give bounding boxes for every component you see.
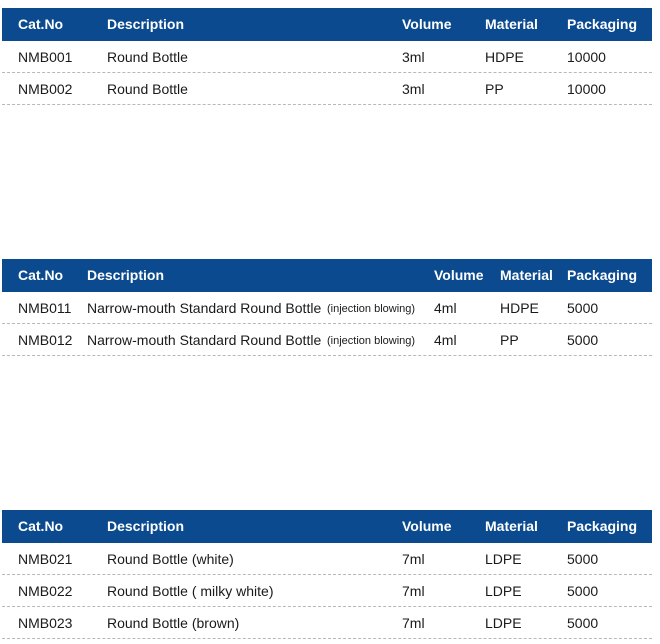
header-catno: Cat.No bbox=[18, 16, 64, 32]
cell-packaging: 5000 bbox=[567, 551, 599, 567]
cell-volume: 7ml bbox=[402, 583, 425, 599]
cell-description: Round Bottle bbox=[107, 81, 188, 97]
cell-packaging: 10000 bbox=[567, 81, 606, 97]
cell-material: LDPE bbox=[485, 615, 522, 631]
cell-volume: 3ml bbox=[402, 81, 425, 97]
cell-packaging: 5000 bbox=[567, 332, 599, 348]
header-volume: Volume bbox=[434, 267, 484, 283]
cell-catno: NMB023 bbox=[18, 615, 73, 631]
table-header bbox=[2, 510, 652, 543]
cell-description: Round Bottle ( milky white) bbox=[107, 583, 274, 599]
product-table-2 bbox=[2, 259, 652, 356]
cell-volume: 3ml bbox=[402, 49, 425, 65]
header-material: Material bbox=[485, 518, 538, 534]
cell-material: PP bbox=[485, 81, 504, 97]
header-material: Material bbox=[485, 16, 538, 32]
cell-packaging: 5000 bbox=[567, 300, 599, 316]
cell-description: Narrow-mouth Standard Round Bottle bbox=[87, 300, 322, 316]
row-separator bbox=[2, 104, 652, 105]
cell-packaging: 10000 bbox=[567, 49, 606, 65]
table-row bbox=[2, 324, 652, 356]
product-table-1 bbox=[2, 8, 652, 105]
cell-material: LDPE bbox=[485, 583, 522, 599]
cell-catno: NMB022 bbox=[18, 583, 73, 599]
cell-volume: 4ml bbox=[434, 332, 457, 348]
cell-catno: NMB002 bbox=[18, 81, 73, 97]
table-row bbox=[2, 292, 652, 324]
cell-volume: 7ml bbox=[402, 551, 425, 567]
table-row bbox=[2, 607, 652, 639]
cell-description-note: (injection blowing) bbox=[327, 335, 416, 347]
cell-material: LDPE bbox=[485, 551, 522, 567]
cell-description: Narrow-mouth Standard Round Bottle bbox=[87, 332, 322, 348]
product-table-3 bbox=[2, 510, 652, 639]
header-description: Description bbox=[107, 518, 185, 534]
cell-description: Round Bottle bbox=[107, 49, 188, 65]
cell-description: Round Bottle (brown) bbox=[107, 615, 240, 631]
header-packaging: Packaging bbox=[567, 518, 638, 534]
cell-volume: 7ml bbox=[402, 615, 425, 631]
cell-description-note: (injection blowing) bbox=[327, 303, 416, 315]
table-header bbox=[2, 259, 652, 292]
cell-catno: NMB001 bbox=[18, 49, 73, 65]
header-volume: Volume bbox=[402, 518, 452, 534]
cell-material: HDPE bbox=[500, 300, 539, 316]
cell-catno: NMB011 bbox=[18, 300, 72, 316]
header-packaging: Packaging bbox=[567, 16, 638, 32]
cell-catno: NMB012 bbox=[18, 332, 73, 348]
header-catno: Cat.No bbox=[18, 267, 64, 283]
header-description: Description bbox=[107, 16, 185, 32]
table-row bbox=[2, 73, 652, 105]
row-separator bbox=[2, 638, 652, 639]
cell-description: Round Bottle (white) bbox=[107, 551, 234, 567]
cell-packaging: 5000 bbox=[567, 583, 599, 599]
cell-material: PP bbox=[500, 332, 519, 348]
table-row bbox=[2, 543, 652, 575]
cell-catno: NMB021 bbox=[18, 551, 73, 567]
header-description: Description bbox=[87, 267, 165, 283]
header-volume: Volume bbox=[402, 16, 452, 32]
cell-material: HDPE bbox=[485, 49, 524, 65]
header-material: Material bbox=[500, 267, 553, 283]
table-header bbox=[2, 8, 652, 41]
header-catno: Cat.No bbox=[18, 518, 64, 534]
cell-packaging: 5000 bbox=[567, 615, 599, 631]
table-row bbox=[2, 41, 652, 73]
header-packaging: Packaging bbox=[567, 267, 638, 283]
cell-volume: 4ml bbox=[434, 300, 457, 316]
row-separator bbox=[2, 355, 652, 356]
table-row bbox=[2, 575, 652, 607]
